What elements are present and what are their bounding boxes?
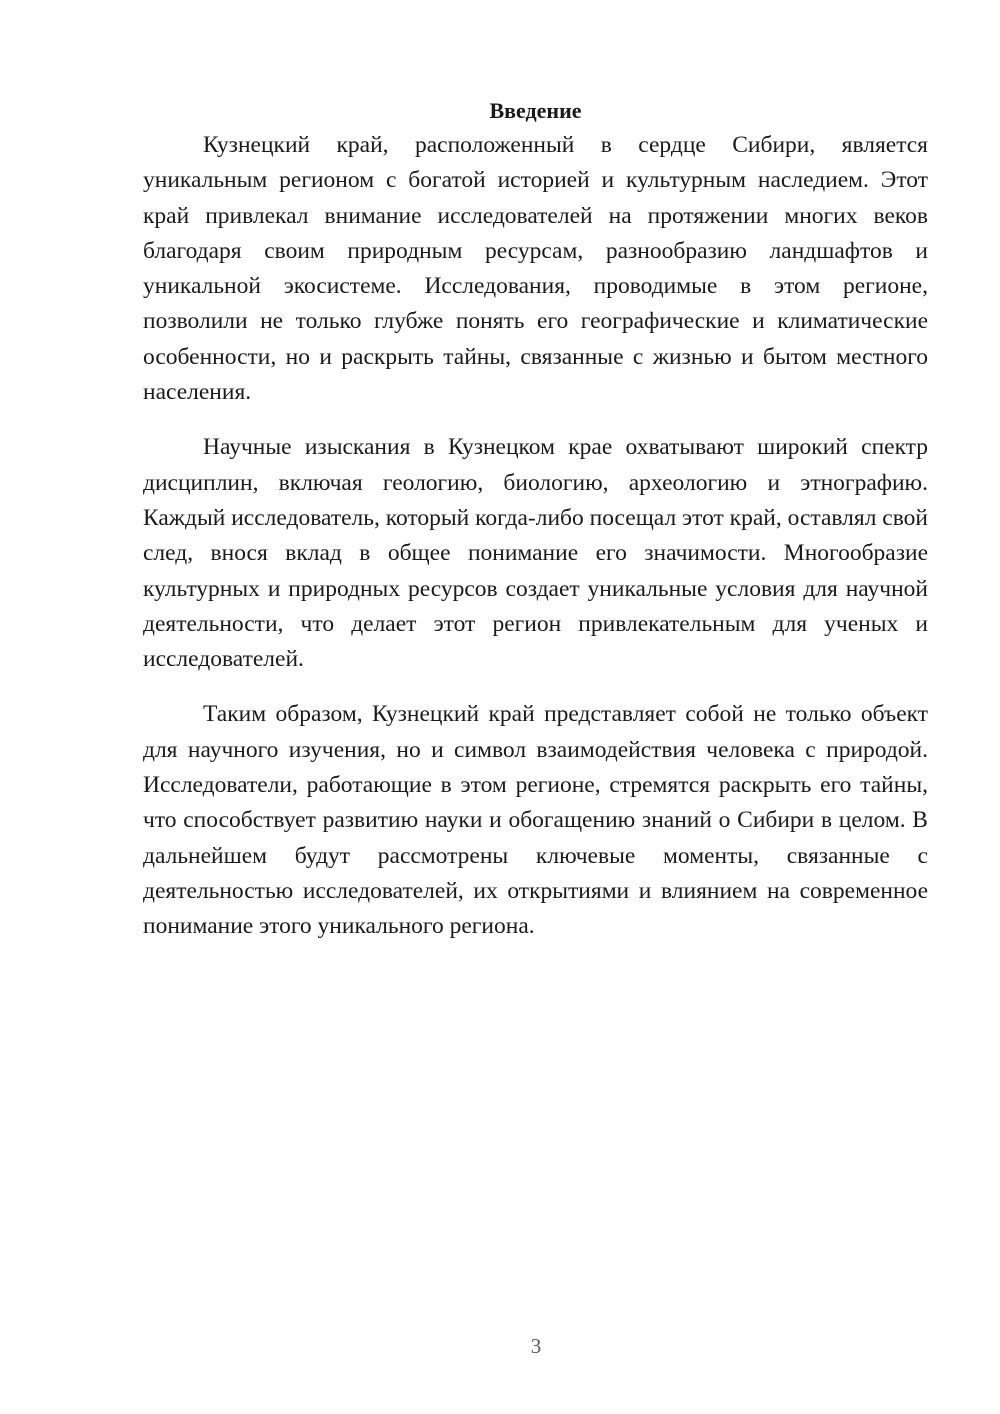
paragraph-1: Кузнецкий край, расположенный в сердце Сибири, является уникальным регионом с богатой историей и культурным наследием. Этот край привлекал внимание исследователей на протяжении многих веков благодаря своим природным ресурсам, разнообразию ландшафтов и уникальной экосистеме. Исследования, проводимые в этом регионе, позволили не только глубже понять его географические и климатические особенности, но и раскрыть тайны, связанные с жизнью и бытом местного населения. [143,132,928,406]
page-content [143,93,928,965]
page-number: 3 [530,1334,542,1358]
section-heading: Введение [489,98,582,123]
paragraph-3: Таким образом, Кузнецкий край представляет собой не только объект для научного изучения, но и символ взаимодействия человека с природой. Исследователи, работающие в этом регионе, стремятся раскрыть его тайны, что способствует развитию науки и обогащению знаний о Сибири в целом. В дальнейшем будут рассмотрены ключевые моменты, связанные с деятельностью исследователей, их открытиями и влиянием на современное понимание этого уникального региона. [143,701,928,940]
paragraph-2: Научные изыскания в Кузнецком крае охватывают широкий спектр дисциплин, включая геологию, биологию, археологию и этнографию. Каждый исследователь, который когда-либо посещал этот край, оставлял свой след, внося вклад в общее понимание его значимости. Многообразие культурных и природных ресурсов создает уникальные условия для научной деятельности, что делает этот регион привлекательным для ученых и исследователей. [143,434,928,673]
